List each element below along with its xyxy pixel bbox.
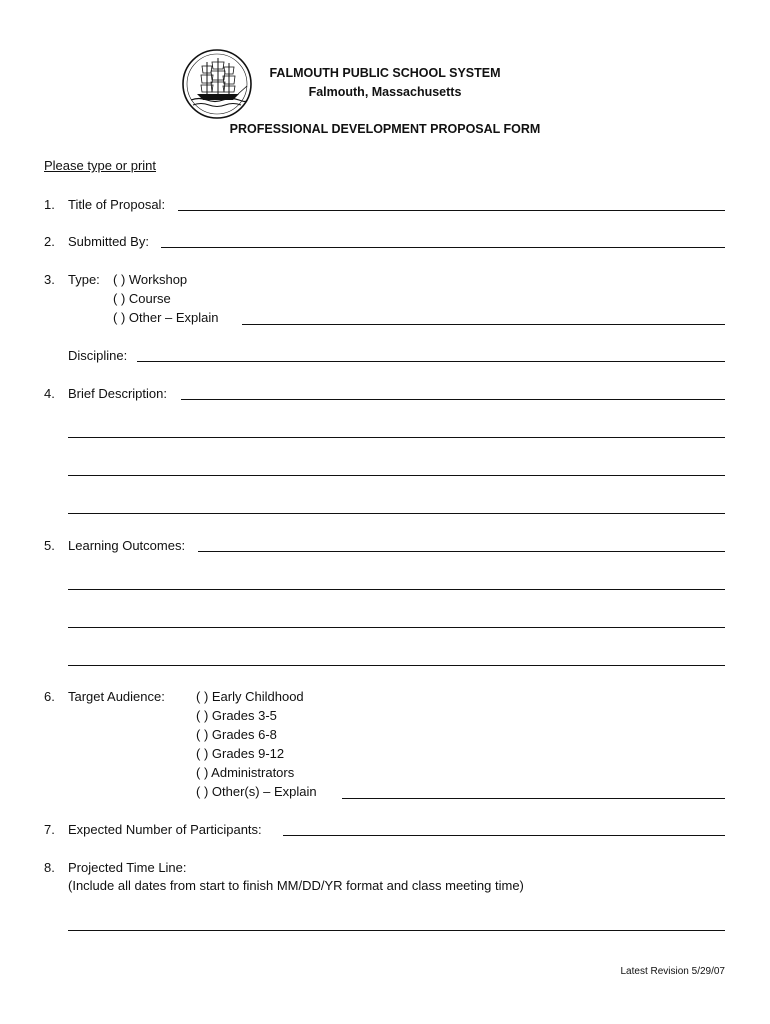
learning-outcomes-field[interactable] <box>198 551 725 552</box>
submitted-by-field[interactable] <box>161 247 725 248</box>
q3-label: Type: <box>68 272 100 287</box>
audience-option-grades-9-12[interactable]: ( ) Grades 9-12 <box>196 746 285 761</box>
brief-description-line[interactable] <box>68 513 725 514</box>
learning-outcomes-line[interactable] <box>68 589 725 590</box>
q5-number: 5. <box>44 538 55 553</box>
brief-description-field[interactable] <box>181 399 725 400</box>
audience-option-grades-3-5[interactable]: ( ) Grades 3-5 <box>196 708 277 723</box>
q8-number: 8. <box>44 860 55 875</box>
q5-label: Learning Outcomes: <box>68 538 186 553</box>
brief-description-line[interactable] <box>68 437 725 438</box>
revision-note: Latest Revision 5/29/07 <box>620 966 725 977</box>
q6-number: 6. <box>44 689 55 704</box>
q2-number: 2. <box>44 234 55 249</box>
org-location: Falmouth, Massachusetts <box>308 85 462 99</box>
q4-label: Brief Description: <box>68 386 167 401</box>
brief-description-line[interactable] <box>68 475 725 476</box>
type-option-course[interactable]: ( ) Course <box>113 291 171 306</box>
type-other-explain-field[interactable] <box>242 324 725 325</box>
discipline-field[interactable] <box>137 361 725 362</box>
q7-number: 7. <box>44 822 55 837</box>
form-title: PROFESSIONAL DEVELOPMENT PROPOSAL FORM <box>229 122 541 136</box>
q8-label: Projected Time Line: <box>68 860 187 875</box>
q7-label: Expected Number of Participants: <box>68 822 262 837</box>
audience-option-other[interactable]: ( ) Other(s) – Explain <box>196 784 317 799</box>
time-line-field[interactable] <box>68 930 725 931</box>
audience-option-grades-6-8[interactable]: ( ) Grades 6-8 <box>196 727 277 742</box>
q2-label: Submitted By: <box>68 234 149 249</box>
q1-number: 1. <box>44 197 55 212</box>
learning-outcomes-line[interactable] <box>68 627 725 628</box>
participants-field[interactable] <box>283 835 725 836</box>
audience-option-early-childhood[interactable]: ( ) Early Childhood <box>196 689 304 704</box>
org-name: FALMOUTH PUBLIC SCHOOL SYSTEM <box>269 66 501 80</box>
audience-other-explain-field[interactable] <box>342 798 725 799</box>
q4-number: 4. <box>44 386 55 401</box>
audience-option-administrators[interactable]: ( ) Administrators <box>196 765 295 780</box>
instruction-text: Please type or print <box>44 158 157 173</box>
q1-label: Title of Proposal: <box>68 197 166 212</box>
discipline-label: Discipline: <box>68 348 128 363</box>
q6-label: Target Audience: <box>68 689 165 704</box>
q3-number: 3. <box>44 272 55 287</box>
learning-outcomes-line[interactable] <box>68 665 725 666</box>
title-of-proposal-field[interactable] <box>178 210 725 211</box>
q8-sublabel: (Include all dates from start to finish MM/DD/YR format and class meeting time) <box>68 878 524 893</box>
type-option-other[interactable]: ( ) Other – Explain <box>113 310 219 325</box>
type-option-workshop[interactable]: ( ) Workshop <box>113 272 188 287</box>
